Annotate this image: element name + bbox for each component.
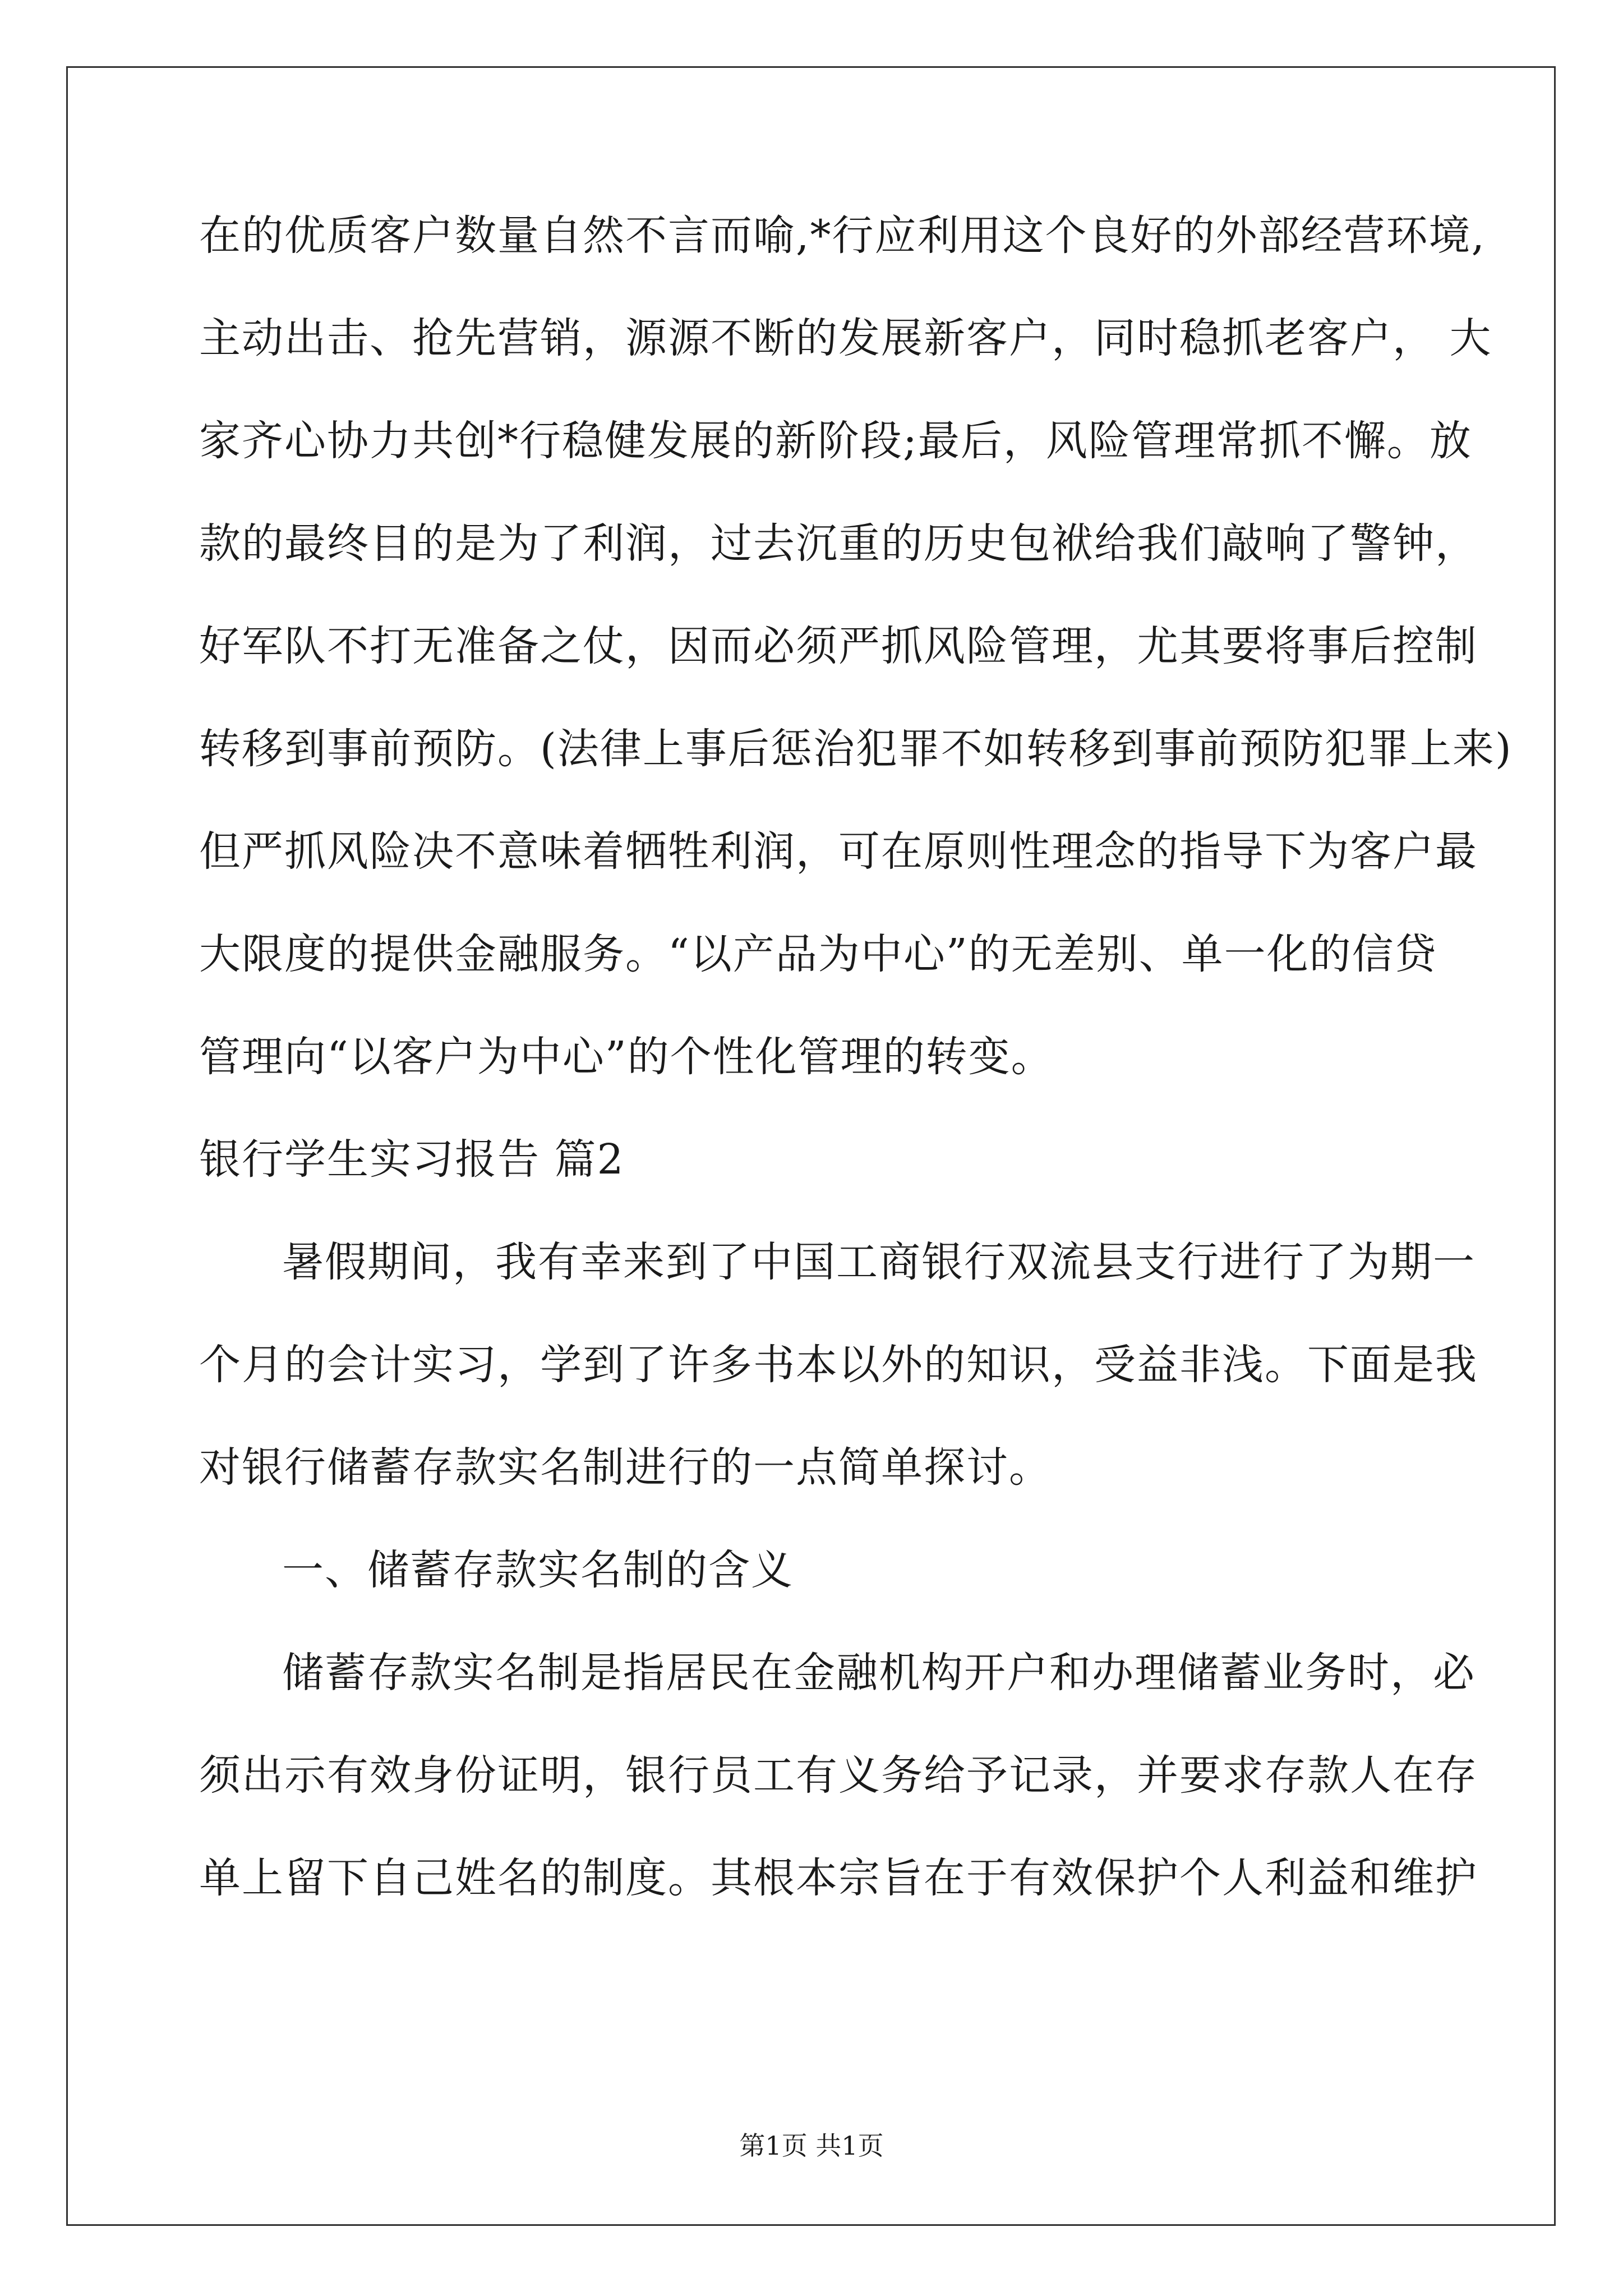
section-heading: 银行学生实习报告 篇2: [199, 1135, 625, 1184]
text-line: 单上留下自己姓名的制度。其根本宗旨在于有效保护个人利益和维护: [199, 1854, 1478, 1902]
text-line: 但严抓风险决不意味着牺牲利润，可在原则性理念的指导下为客户最: [199, 827, 1478, 876]
text-line: 大限度的提供金融服务。“以产品为中心”的无差别、单一化的信贷: [199, 930, 1437, 978]
text-line: 主动出击、抢先营销，源源不断的发展新客户，同时稳抓老客户， 大: [199, 314, 1492, 362]
text-line: 转移到事前预防。(法律上事后惩治犯罪不如转移到事前预防犯罪上来): [199, 725, 1513, 773]
text-line: 暑假期间，我有幸来到了中国工商银行双流县支行进行了为期一: [282, 1238, 1476, 1286]
text-line: 款的最终目的是为了利润，过去沉重的历史包袱给我们敲响了警钟，: [199, 519, 1478, 568]
document-body: [199, 208, 1513, 1953]
text-line: 在的优质客户数量自然不言而喻,*行应利用这个良好的外部经营环境,: [199, 211, 1486, 260]
subsection-heading: 一、储蓄存款实名制的含义: [282, 1546, 794, 1594]
text-line: 个月的会计实习，学到了许多书本以外的知识，受益非浅。下面是我: [199, 1341, 1478, 1389]
text-line: 须出示有效身份证明，银行员工有义务给予记录，并要求存款人在存: [199, 1751, 1478, 1800]
text-line: 家齐心协力共创*行稳健发展的新阶段;最后，风险管理常抓不懈。放: [199, 417, 1472, 465]
text-line: 管理向“以客户为中心”的个性化管理的转变。: [199, 1033, 1054, 1081]
page-number-footer: 第1页 共1页: [739, 2131, 884, 2161]
text-line: 好军队不打无准备之仗，因而必须严抓风险管理，尤其要将事后控制: [199, 622, 1478, 670]
text-line: 对银行储蓄存款实名制进行的一点简单探讨。: [199, 1443, 1052, 1492]
text-line: 储蓄存款实名制是指居民在金融机构开户和办理储蓄业务时，必: [282, 1649, 1476, 1697]
